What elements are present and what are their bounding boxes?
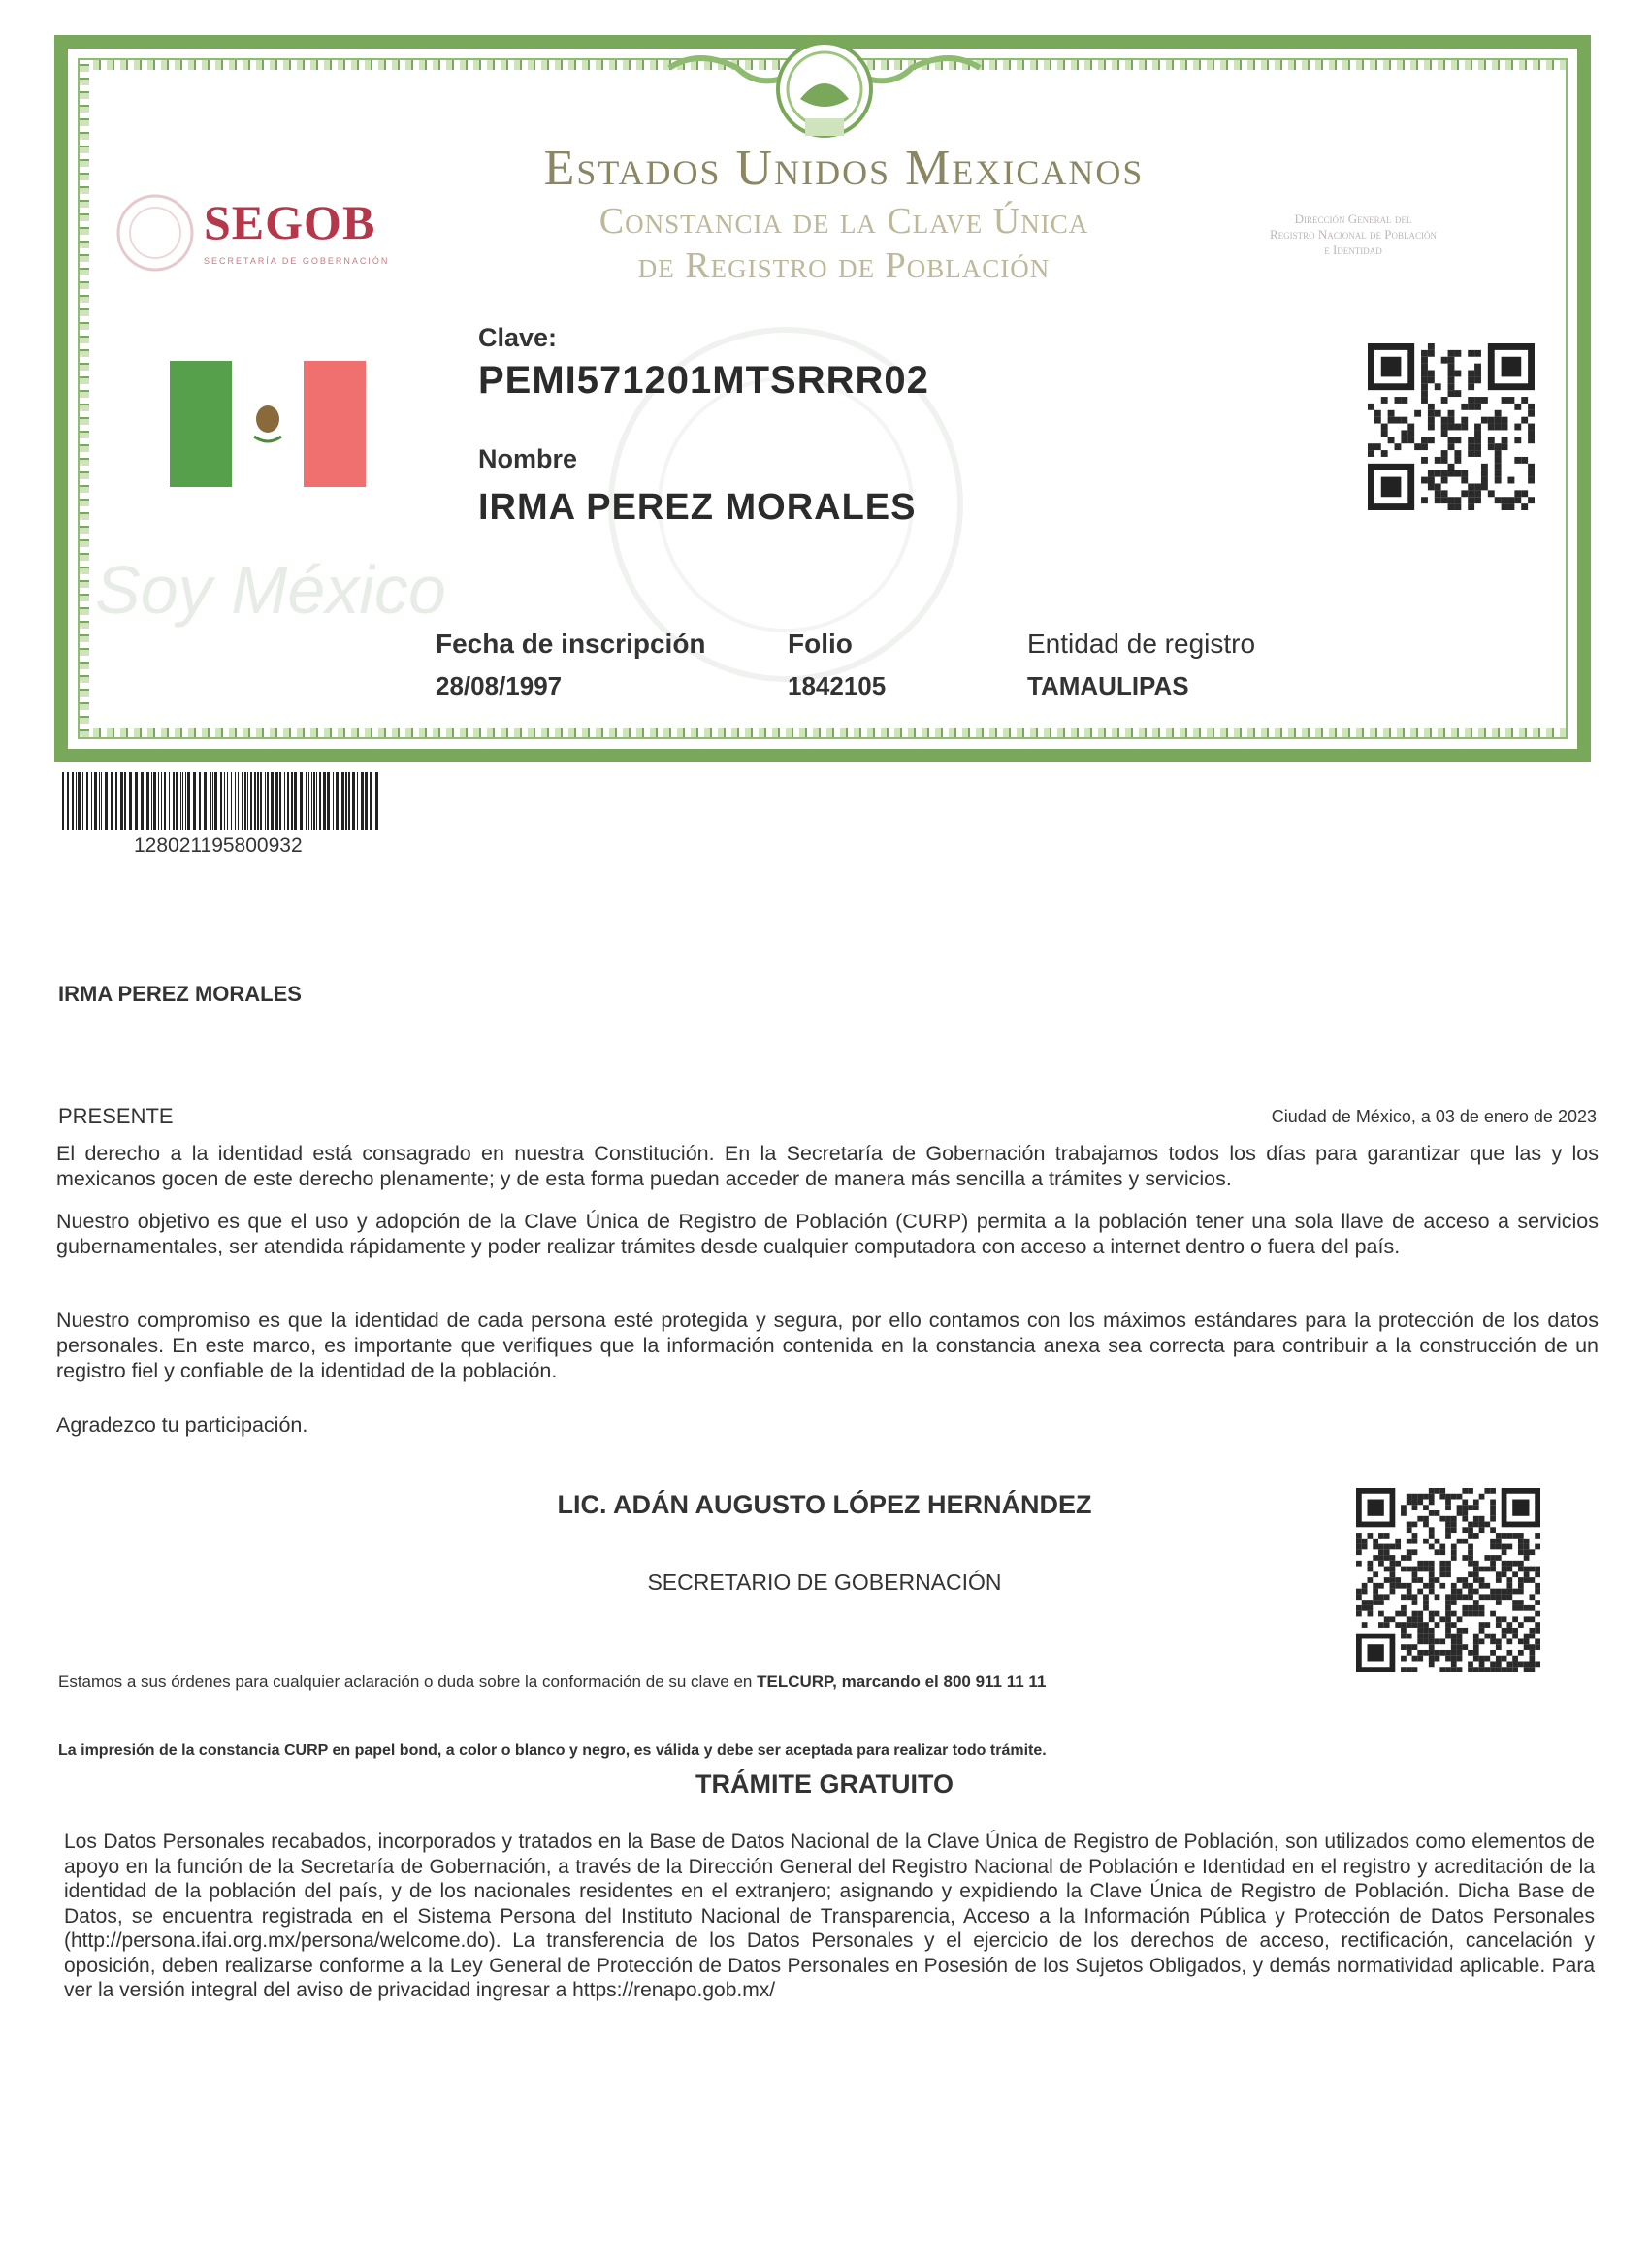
- segob-logo-text: SEGOB: [204, 195, 376, 249]
- presente-label: PRESENTE: [58, 1104, 174, 1128]
- tramite-gratuito: TRÁMITE GRATUITO: [695, 1769, 954, 1798]
- mexican-flag-icon: [170, 361, 366, 487]
- certificate-subtitle-line2: de Registro de Población: [637, 245, 1051, 286]
- paragraph-2: Nuestro objetivo es que el uso y adopción de la Clave Única de Registro de Población (CURP) permita a la población tener una sola llave de acceso a servicios gubernamentales, ser atendida rápidamente y poder realizar trámites desde cualquier computadora con acceso a internet dentro o fuera del país.: [56, 1210, 1599, 1258]
- paragraph-1: El derecho a la identidad está consagrado en nuestra Constitución. En la Secretaría de Gobernación trabajamos todos los días para garantizar que las y los mexicanos gocen de este derecho plenamente; y de esta forma puedan acceder de manera más sencilla a trámites y servicios.: [56, 1142, 1599, 1190]
- entidad-registro-value: TAMAULIPAS: [1027, 671, 1189, 700]
- folio-label: Folio: [788, 629, 853, 659]
- signer-name: LIC. ADÁN AUGUSTO LÓPEZ HERNÁNDEZ: [557, 1490, 1092, 1519]
- telcurp-line: [58, 1672, 1046, 1692]
- segob-seal-icon: [114, 192, 196, 274]
- place-date: Ciudad de México, a 03 de enero de 2023: [1271, 1107, 1597, 1126]
- barcode-icon: [62, 772, 382, 830]
- certificate-subtitle-line1: Constancia de la Clave Única: [598, 201, 1089, 242]
- letter-qr-code-icon: [1356, 1488, 1540, 1672]
- folio-value: 1842105: [788, 671, 887, 700]
- right-guilloche-band: [80, 60, 89, 737]
- signer-title: SECRETARIO DE GOBERNACIÓN: [647, 1570, 1002, 1595]
- nombre-label: Nombre: [478, 444, 578, 473]
- segob-subtitle: SECRETARÍA DE GOBERNACIÓN: [204, 256, 390, 266]
- thanks-line: Agradezco tu participación.: [56, 1413, 308, 1437]
- dg-line-3: e Identidad: [1324, 243, 1382, 257]
- clave-label: Clave:: [478, 323, 558, 352]
- coat-of-arms-emblem-icon: [660, 29, 989, 146]
- impresion-note: La impresión de la constancia CURP en papel bond, a color o blanco y negro, es válida y debe ser aceptada para realizar todo trámite.: [58, 1742, 1047, 1759]
- entidad-registro-label: Entidad de registro: [1027, 629, 1256, 659]
- letter-recipient: IRMA PEREZ MORALES: [58, 982, 302, 1006]
- dg-line-2: Registro Nacional de Población: [1269, 227, 1438, 242]
- direccion-general-label: [1188, 211, 1518, 258]
- soy-mexico-watermark: Soy México: [95, 552, 446, 628]
- privacy-notice: Los Datos Personales recabados, incorporados y tratados en la Base de Datos Nacional de la Clave Única de Registro de Población, son utilizados como elementos de apoyo en la función de la Secretaría de Gobernación, a través de la Dirección General del Registro Nacional de Población e Identidad en el registro y acreditación de la identidad de la población del país, y de los nacionales residentes en el extranjero; asignando y expidiendo la Clave Única de Registro de Población. Dicha Base de Datos, se encuentra registrada en el Sistema Persona del Instituto Nacional de Transparencia, Acceso a la Información Pública y Protección de Datos Personales (http://persona.ifai.org.mx/persona/welcome.do). La transferencia de los Datos Personales y el ejercicio de los derechos de acceso, rectificación, cancelación y oposición, deben realizarse conforme a la Ley General de Protección de Datos Personales en Posesión de los Sujetos Obligados, y demás normatividad aplicable. Para ver la versión integral del aviso de privacidad ingresar a https://renapo.gob.mx/: [64, 1831, 1595, 2001]
- nombre-value: IRMA PEREZ MORALES: [478, 487, 917, 528]
- certificate-qr-code-icon: [1368, 343, 1535, 510]
- barcode-number: 128021195800932: [134, 834, 303, 857]
- fecha-inscripcion-label: Fecha de inscripción: [436, 629, 706, 659]
- clave-value: PEMI571201MTSRRR02: [478, 359, 929, 402]
- certificate-title: Estados Unidos Mexicanos: [543, 141, 1145, 196]
- bottom-guilloche-band: [80, 728, 1566, 737]
- paragraph-3: Nuestro compromiso es que la identidad de cada persona esté protegida y segura, por ello contamos con los máximos estándares para la protección de los datos personales. En este marco, es importante que verifiques que la información contenida en la constancia anexa sea correcta para contribuir a la construcción de un registro fiel y confiable de la identidad de la población.: [56, 1309, 1599, 1382]
- dg-line-1: Dirección General del: [1294, 211, 1412, 226]
- telcurp-text: Estamos a sus órdenes para cualquier aclaración o duda sobre la conformación de su clave en: [58, 1672, 758, 1691]
- telcurp-phone: TELCURP, marcando el 800 911 11 11: [757, 1672, 1047, 1691]
- fecha-inscripcion-value: 28/08/1997: [436, 671, 563, 700]
